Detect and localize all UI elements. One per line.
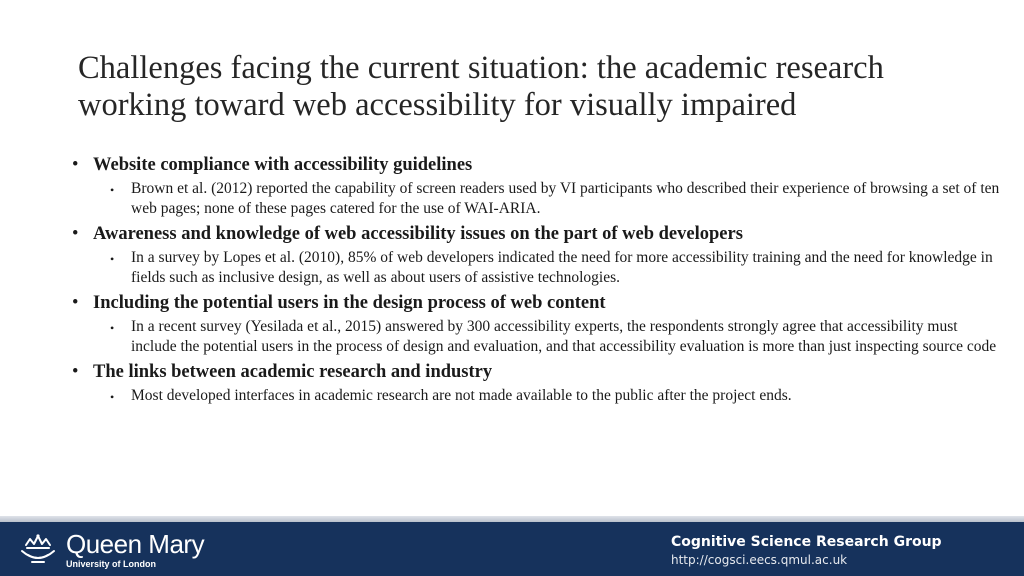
- section-heading: [72, 361, 1002, 383]
- section-point: [110, 386, 1002, 406]
- section-heading-text: Including the potential users in the design process of web content: [93, 293, 606, 313]
- bullet-icon: •: [72, 293, 79, 313]
- section-point: [110, 248, 1002, 288]
- section-heading: [72, 223, 1002, 245]
- bullet-icon: •: [72, 224, 79, 244]
- section-point: [110, 317, 1002, 357]
- group-url: http://cogsci.eecs.qmul.ac.uk: [671, 553, 848, 567]
- research-group: [671, 534, 942, 568]
- bullet-icon: •: [110, 321, 115, 335]
- university-logo: [18, 529, 204, 571]
- section-point-text: In a survey by Lopes et al. (2010), 85% of web developers indicated the need for more accessibility training and the need for knowledge in fields such as inclusive design, as well as about users of assistive technologies.: [131, 249, 993, 286]
- bullet-icon: •: [72, 362, 79, 382]
- group-name: Cognitive Science Research Group: [671, 534, 942, 550]
- section-point-text: In a recent survey (Yesilada et al., 2015) answered by 300 accessibility experts, the respondents strongly agree that accessibility must include the potential users in the process of design and evaluation, and that accessibility evaluation is more than just inspecting source code: [131, 318, 997, 355]
- logo-name: Queen Mary: [66, 528, 205, 559]
- section-heading: [72, 292, 1002, 314]
- bullet-icon: •: [72, 155, 79, 175]
- logo-subtitle: University of London: [66, 558, 156, 569]
- section-heading-text: Website compliance with accessibility guidelines: [93, 155, 473, 175]
- section-point-text: Brown et al. (2012) reported the capability of screen readers used by VI participants who described their experience of browsing a set of ten web pages; none of these pages catered for the use of WAI-ARIA.: [131, 180, 1000, 217]
- section-point: [110, 179, 1002, 219]
- bullet-icon: •: [110, 183, 115, 197]
- bullet-icon: •: [110, 390, 115, 404]
- bullet-list: [72, 154, 1002, 410]
- crest-icon: [18, 531, 58, 569]
- slide-title: Challenges facing the current situation: the academic research working toward web accessibility for visually impaired: [78, 50, 884, 123]
- footer-bar: [0, 522, 1024, 576]
- section-heading-text: The links between academic research and industry: [93, 362, 493, 382]
- section-point-text: Most developed interfaces in academic research are not made available to the public after the project ends.: [131, 387, 792, 404]
- bullet-icon: •: [110, 252, 115, 266]
- section-heading-text: Awareness and knowledge of web accessibility issues on the part of web developers: [93, 224, 743, 244]
- section-heading: [72, 154, 1002, 176]
